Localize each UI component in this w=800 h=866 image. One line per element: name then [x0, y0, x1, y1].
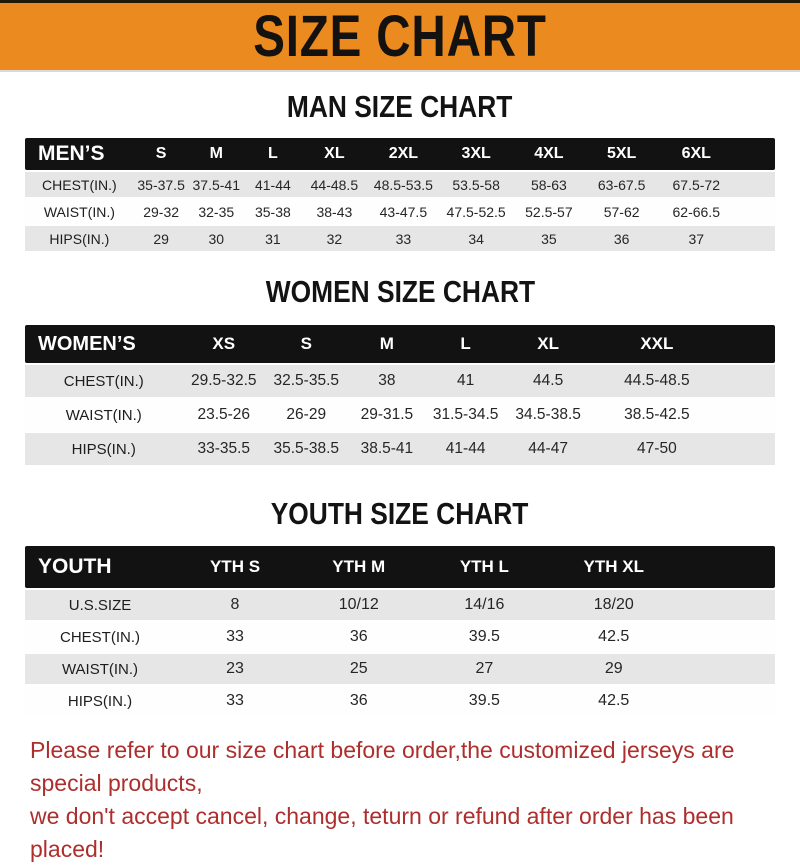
measurement-value: 41-44	[426, 433, 505, 465]
measurement-value: 14/16	[423, 590, 547, 620]
measurement-value: 62-66.5	[658, 199, 735, 224]
section-heading-women	[0, 275, 800, 309]
measurement-value: 29.5-32.5	[183, 365, 266, 397]
measurement-row	[25, 686, 775, 716]
measurement-value: 32	[302, 226, 367, 251]
measurement-label: CHEST(IN.)	[25, 365, 183, 397]
measurement-row	[25, 433, 775, 465]
footer-note-line-1: Please refer to our size chart before order,the customized jerseys are special products,	[30, 737, 735, 797]
size-column-header: M	[348, 325, 427, 363]
measurement-value: 31	[244, 226, 302, 251]
measurement-value: 8	[175, 590, 295, 620]
size-column-header: XS	[183, 325, 266, 363]
measurement-label: WAIST(IN.)	[25, 654, 175, 684]
table-title-cell: YOUTH	[25, 546, 175, 588]
filler-cell	[735, 226, 776, 251]
measurement-label: HIPS(IN.)	[25, 433, 183, 465]
measurement-value: 27	[423, 654, 547, 684]
size-column-header: L	[244, 138, 302, 170]
section-heading-women-text: WOMEN SIZE CHART	[265, 274, 535, 310]
size-column-header: 6XL	[658, 138, 735, 170]
measurement-value: 63-67.5	[585, 172, 658, 197]
size-column-header: 2XL	[367, 138, 440, 170]
filler-cell	[681, 622, 775, 652]
filler-cell	[735, 199, 776, 224]
youth-size-table	[25, 544, 775, 718]
measurement-value: 33	[175, 622, 295, 652]
measurement-label: WAIST(IN.)	[25, 199, 134, 224]
measurement-value: 41	[426, 365, 505, 397]
measurement-label: HIPS(IN.)	[25, 226, 134, 251]
measurement-label: HIPS(IN.)	[25, 686, 175, 716]
section-heading-man-text: MAN SIZE CHART	[287, 89, 513, 124]
measurement-value: 36	[295, 622, 423, 652]
measurement-value: 33	[367, 226, 440, 251]
measurement-value: 23	[175, 654, 295, 684]
filler-cell	[681, 686, 775, 716]
filler-cell	[681, 590, 775, 620]
size-column-header: XXL	[591, 325, 722, 363]
measurement-value: 37	[658, 226, 735, 251]
size-chart-banner	[0, 0, 800, 72]
measurement-value: 39.5	[423, 686, 547, 716]
size-column-header: 5XL	[585, 138, 658, 170]
size-column-header: 4XL	[513, 138, 586, 170]
measurement-value: 25	[295, 654, 423, 684]
measurement-value: 42.5	[546, 622, 681, 652]
measurement-value: 35.5-38.5	[265, 433, 348, 465]
measurement-value: 53.5-58	[440, 172, 513, 197]
measurement-value: 37.5-41	[189, 172, 245, 197]
filler-cell	[681, 546, 775, 588]
size-column-header: 3XL	[440, 138, 513, 170]
measurement-value: 35-37.5	[134, 172, 189, 197]
measurement-value: 29	[134, 226, 189, 251]
measurement-value: 26-29	[265, 399, 348, 431]
measurement-value: 32-35	[189, 199, 245, 224]
size-column-header: S	[134, 138, 189, 170]
measurement-value: 38	[348, 365, 427, 397]
measurement-value: 29-32	[134, 199, 189, 224]
measurement-value: 47.5-52.5	[440, 199, 513, 224]
measurement-value: 38-43	[302, 199, 367, 224]
measurement-value: 43-47.5	[367, 199, 440, 224]
measurement-value: 32.5-35.5	[265, 365, 348, 397]
size-column-header: XL	[505, 325, 591, 363]
measurement-value: 33-35.5	[183, 433, 266, 465]
measurement-value: 44-48.5	[302, 172, 367, 197]
measurement-value: 44.5-48.5	[591, 365, 722, 397]
measurement-label: CHEST(IN.)	[25, 622, 175, 652]
mens-size-table	[25, 136, 775, 253]
table-title-cell: WOMEN’S	[25, 325, 183, 363]
measurement-value: 42.5	[546, 686, 681, 716]
footer-note	[30, 734, 780, 866]
measurement-value: 34	[440, 226, 513, 251]
filler-cell	[723, 365, 776, 397]
size-table-header-row	[25, 546, 775, 588]
filler-cell	[735, 138, 776, 170]
measurement-value: 58-63	[513, 172, 586, 197]
measurement-row	[25, 622, 775, 652]
measurement-value: 44.5	[505, 365, 591, 397]
measurement-value: 48.5-53.5	[367, 172, 440, 197]
measurement-value: 31.5-34.5	[426, 399, 505, 431]
measurement-value: 35-38	[244, 199, 302, 224]
measurement-value: 47-50	[591, 433, 722, 465]
measurement-value: 35	[513, 226, 586, 251]
measurement-value: 36	[295, 686, 423, 716]
measurement-value: 18/20	[546, 590, 681, 620]
section-heading-man	[0, 90, 800, 124]
measurement-row	[25, 365, 775, 397]
filler-cell	[723, 399, 776, 431]
size-column-header: YTH L	[423, 546, 547, 588]
size-column-header: YTH S	[175, 546, 295, 588]
measurement-value: 41-44	[244, 172, 302, 197]
measurement-value: 33	[175, 686, 295, 716]
measurement-row	[25, 399, 775, 431]
measurement-row	[25, 654, 775, 684]
size-column-header: S	[265, 325, 348, 363]
size-table-header-row	[25, 325, 775, 363]
measurement-value: 34.5-38.5	[505, 399, 591, 431]
size-column-header: L	[426, 325, 505, 363]
measurement-value: 52.5-57	[513, 199, 586, 224]
table-title-cell: MEN’S	[25, 138, 134, 170]
measurement-value: 23.5-26	[183, 399, 266, 431]
measurement-value: 38.5-41	[348, 433, 427, 465]
measurement-value: 38.5-42.5	[591, 399, 722, 431]
footer-note-line-2: we don't accept cancel, change, teturn or refund after order has been placed!	[30, 803, 734, 863]
measurement-value: 36	[585, 226, 658, 251]
size-column-header: YTH M	[295, 546, 423, 588]
section-heading-youth	[0, 497, 800, 531]
measurement-row	[25, 226, 775, 251]
size-column-header: XL	[302, 138, 367, 170]
filler-cell	[681, 654, 775, 684]
measurement-value: 39.5	[423, 622, 547, 652]
measurement-label: U.S.SIZE	[25, 590, 175, 620]
measurement-value: 67.5-72	[658, 172, 735, 197]
filler-cell	[735, 172, 776, 197]
measurement-row	[25, 172, 775, 197]
measurement-value: 57-62	[585, 199, 658, 224]
measurement-value: 30	[189, 226, 245, 251]
measurement-value: 10/12	[295, 590, 423, 620]
filler-cell	[723, 433, 776, 465]
size-column-header: YTH XL	[546, 546, 681, 588]
measurement-value: 29	[546, 654, 681, 684]
measurement-value: 29-31.5	[348, 399, 427, 431]
measurement-row	[25, 590, 775, 620]
size-table-header-row	[25, 138, 775, 170]
measurement-label: WAIST(IN.)	[25, 399, 183, 431]
banner-title: SIZE CHART	[253, 3, 547, 69]
filler-cell	[723, 325, 776, 363]
section-heading-youth-text: YOUTH SIZE CHART	[271, 496, 529, 532]
measurement-label: CHEST(IN.)	[25, 172, 134, 197]
measurement-row	[25, 199, 775, 224]
womens-size-table	[25, 323, 775, 467]
measurement-value: 44-47	[505, 433, 591, 465]
size-column-header: M	[189, 138, 245, 170]
